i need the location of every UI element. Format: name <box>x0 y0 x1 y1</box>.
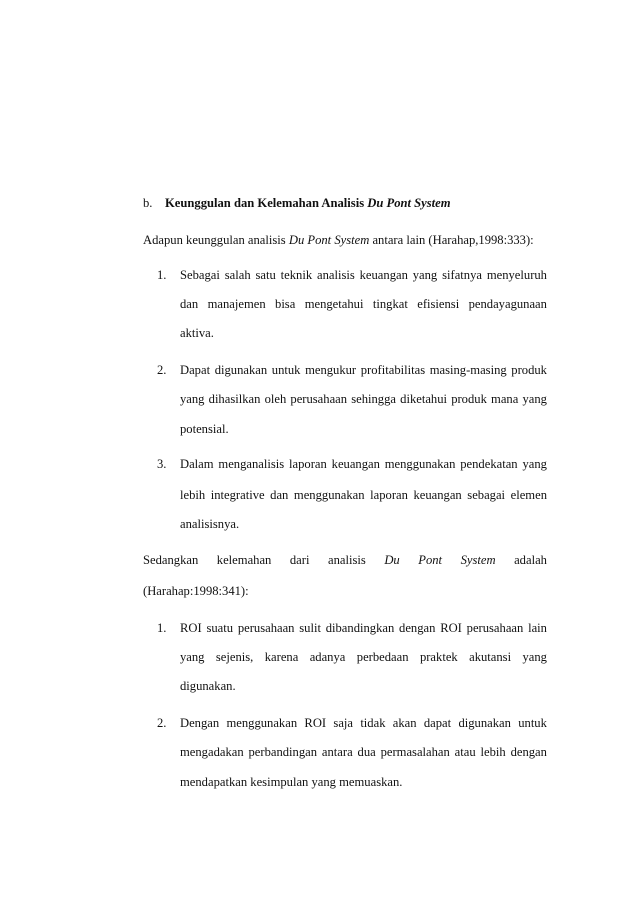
word: menggunakan <box>293 488 365 502</box>
word: akan <box>392 716 417 730</box>
word: digunakan <box>458 716 511 730</box>
word: saja <box>333 716 354 730</box>
word: dua <box>357 745 376 759</box>
word: lain <box>528 621 547 635</box>
word: bisa <box>275 297 296 311</box>
word: Dapat <box>180 363 211 377</box>
disadvantages-intro-line2: (Harahap:1998:341): <box>143 584 249 598</box>
disadvantage-line: digunakan. <box>180 679 236 693</box>
word: praktek <box>419 650 458 664</box>
advantage-number: 3. <box>157 457 167 471</box>
disadvantages-intro <box>143 552 547 568</box>
word: salah <box>224 268 251 282</box>
word: mana <box>491 392 519 406</box>
word: akutansi <box>469 650 512 664</box>
word: menyeluruh <box>486 268 547 282</box>
word: mengadakan <box>180 745 244 759</box>
word: atau <box>454 745 476 759</box>
advantage-line: aktiva. <box>180 326 214 340</box>
intro-word: analisis <box>328 553 366 567</box>
word: dengan <box>510 745 547 759</box>
word: dihasilkan <box>208 392 261 406</box>
word: sulit <box>299 621 321 635</box>
word: masing-masing <box>429 363 507 377</box>
disadvantage-line <box>180 715 547 731</box>
word: yang <box>180 392 205 406</box>
word: sejenis, <box>215 650 254 664</box>
word: permasalahan <box>380 745 450 759</box>
word: menggunakan <box>226 716 298 730</box>
word: yang <box>180 650 205 664</box>
advantages-intro-italic: Du Pont System <box>288 233 370 247</box>
word: satu <box>255 268 276 282</box>
word: yang <box>522 457 547 471</box>
disadvantage-line: mendapatkan kesimpulan yang memuaskan. <box>180 775 403 789</box>
word: Dalam <box>180 457 214 471</box>
word: suatu <box>206 621 234 635</box>
word: laporan <box>370 488 408 502</box>
advantage-line <box>180 267 547 283</box>
word: laporan <box>289 457 327 471</box>
word: integrative <box>210 488 265 502</box>
intro-word: dari <box>289 553 310 567</box>
advantage-line: potensial. <box>180 422 229 436</box>
word: produk <box>451 392 487 406</box>
disadvantage-number: 1. <box>157 621 167 635</box>
word: yang <box>522 392 547 406</box>
section-heading <box>165 195 451 211</box>
word: menggunakan <box>384 457 456 471</box>
intro-word: adalah <box>514 553 547 567</box>
word: ROI <box>440 621 462 635</box>
word: keuangan <box>359 268 408 282</box>
word: ROI <box>304 716 327 730</box>
disadvantage-line <box>180 649 547 665</box>
word: teknik <box>280 268 313 282</box>
advantages-intro-after: antara lain (Harahap,1998:333): <box>369 233 534 247</box>
word: ROI <box>180 621 202 635</box>
word: yang <box>522 650 547 664</box>
word: lebih <box>480 745 506 759</box>
section-heading-text: Keunggulan dan Kelemahan Analisis <box>165 196 368 210</box>
intro-word-italic: Du <box>384 553 400 567</box>
word: diketahui <box>400 392 448 406</box>
word: dibandingkan <box>325 621 395 635</box>
word: sifatnya <box>442 268 482 282</box>
word: keuangan <box>413 488 462 502</box>
word: adanya <box>309 650 346 664</box>
word: Sebagai <box>180 268 220 282</box>
word: perbedaan <box>356 650 409 664</box>
word: profitabilitas <box>360 363 426 377</box>
word: sebagai <box>467 488 506 502</box>
disadvantage-number: 2. <box>157 716 167 730</box>
word: lebih <box>180 488 206 502</box>
word: elemen <box>510 488 547 502</box>
advantages-intro <box>143 232 534 248</box>
word: untuk <box>518 716 547 730</box>
word: pendayagunaan <box>468 297 547 311</box>
advantages-intro-before: Adapun keunggulan analisis <box>143 233 289 247</box>
word: digunakan <box>214 363 268 377</box>
word: sehingga <box>351 392 396 406</box>
advantage-line <box>180 362 547 378</box>
word: efisiensi <box>417 297 460 311</box>
word: tidak <box>360 716 386 730</box>
word: perbandingan <box>248 745 318 759</box>
intro-word-italic: System <box>460 553 496 567</box>
word: analisis <box>316 268 355 282</box>
word: oleh <box>264 392 287 406</box>
intro-word-italic: Pont <box>418 553 443 567</box>
word: yang <box>412 268 438 282</box>
word: keuangan <box>331 457 380 471</box>
word: perusahaan <box>290 392 348 406</box>
advantage-line <box>180 391 547 407</box>
word: perusahaan <box>466 621 524 635</box>
advantage-line <box>180 456 547 472</box>
word: untuk <box>271 363 301 377</box>
intro-word: kelemahan <box>216 553 272 567</box>
word: pendekatan <box>460 457 518 471</box>
word: dan <box>180 297 199 311</box>
section-heading-italic: Du Pont System <box>367 196 451 210</box>
word: menganalisis <box>218 457 285 471</box>
word: tingkat <box>372 297 408 311</box>
word: karena <box>264 650 299 664</box>
disadvantage-line <box>180 744 547 760</box>
word: mengetahui <box>304 297 364 311</box>
word: Dengan <box>180 716 220 730</box>
word: antara <box>321 745 353 759</box>
word: dan <box>270 488 289 502</box>
word: dapat <box>423 716 452 730</box>
advantage-line: analisisnya. <box>180 517 240 531</box>
word: perusahaan <box>237 621 295 635</box>
section-marker: b. <box>143 196 153 210</box>
advantage-number: 1. <box>157 268 167 282</box>
word: produk <box>511 363 547 377</box>
intro-word: Sedangkan <box>143 553 199 567</box>
disadvantage-line <box>180 620 547 636</box>
word: dengan <box>399 621 436 635</box>
advantage-line <box>180 296 547 312</box>
word: mengukur <box>305 363 357 377</box>
advantage-number: 2. <box>157 363 167 377</box>
advantage-line <box>180 487 547 503</box>
word: manajemen <box>207 297 266 311</box>
